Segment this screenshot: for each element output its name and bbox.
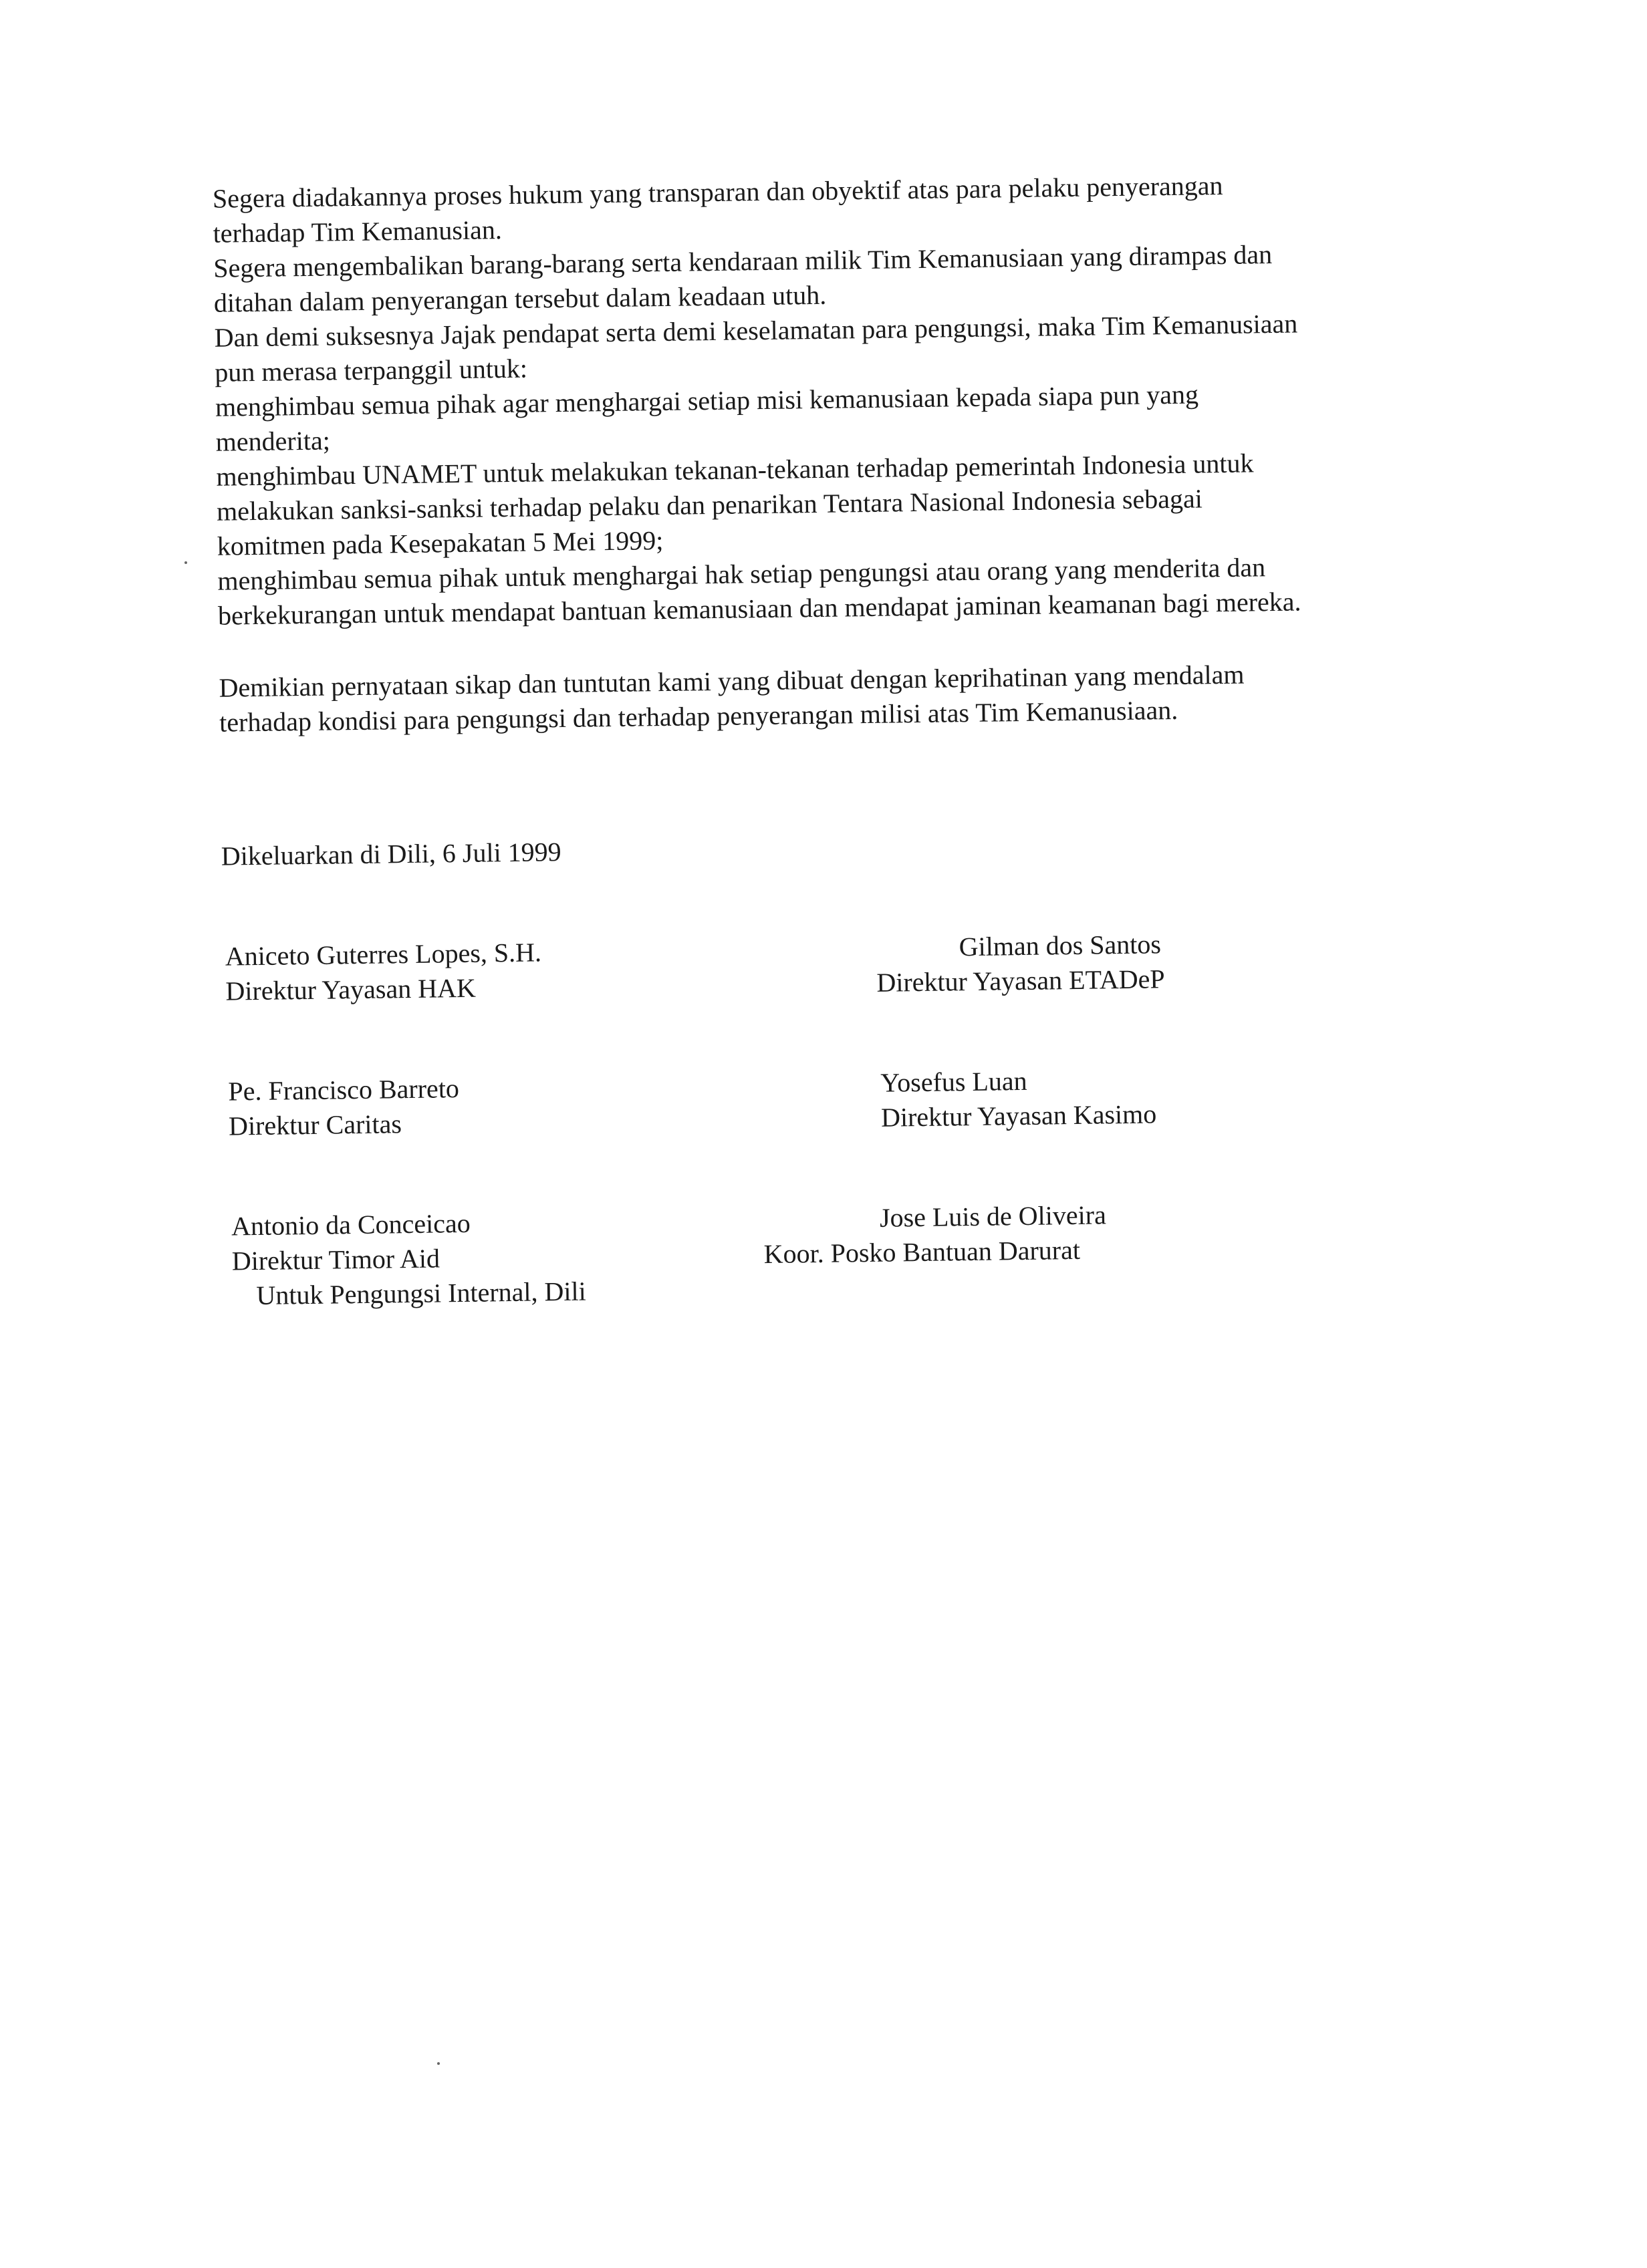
closing-line: terhadap kondisi para pengungsi dan terhadap penyerangan milisi atas Tim Kemanusiaan. [219, 694, 1178, 738]
signatory-name: Jose Luis de Oliveira [879, 1199, 1107, 1233]
signatory-name: Yosefus Luan [880, 1065, 1027, 1098]
body-line: komitmen pada Kesepakatan 5 Mei 1999; [217, 525, 664, 561]
signatory-name: Antonio da Conceicao [231, 1208, 471, 1242]
body-line: Segera diadakannya proses hukum yang transparan dan obyektif atas para pelaku penyerangan [212, 170, 1223, 214]
signatory-title: Koor. Posko Bantuan Darurat [763, 1234, 1081, 1270]
body-line: menghimbau semua pihak untuk menghargai hak setiap pengungsi atau orang yang menderita dan [217, 552, 1266, 596]
body-line: pun merasa terpanggil untuk: [215, 353, 528, 388]
signatory-name: Gilman dos Santos [959, 929, 1162, 962]
signatory-name: Pe. Francisco Barreto [228, 1073, 460, 1107]
body-line: Dan demi suksesnya Jajak pendapat serta demi keselamatan para pengungsi, maka Tim Kemanusiaan [214, 308, 1298, 353]
issued-date: Dikeluarkan di Dili, 6 Juli 1999 [221, 837, 561, 871]
signatory-title: Direktur Timor Aid [231, 1243, 440, 1276]
signatory-subtitle: Untuk Pengungsi Internal, Dili [256, 1276, 586, 1311]
scan-speck [437, 2062, 440, 2065]
signatory-name: Aniceto Guterres Lopes, S.H. [225, 937, 542, 972]
signatory-title: Direktur Yayasan Kasimo [880, 1099, 1157, 1133]
body-line: melakukan sanksi-sanksi terhadap pelaku dan penarikan Tentara Nasional Indonesia sebagai [216, 483, 1203, 527]
body-line: berkekurangan untuk mendapat bantuan kemanusiaan dan mendapat jaminan keamanan bagi mereka. [217, 586, 1301, 631]
signatory-title: Direktur Yayasan ETADeP [876, 964, 1165, 998]
body-line: Segera mengembalikan barang-barang serta kendaraan milik Tim Kemanusiaan yang dirampas dan [213, 239, 1273, 283]
scan-speck [184, 561, 187, 564]
body-line: menghimbau UNAMET untuk melakukan tekanan-tekanan terhadap pemerintah Indonesia untuk [216, 448, 1254, 492]
body-line: terhadap Tim Kemanusian. [213, 215, 503, 249]
signatory-title: Direktur Caritas [228, 1109, 402, 1141]
signatory-title: Direktur Yayasan HAK [225, 972, 477, 1006]
body-line: ditahan dalam penyerangan tersebut dalam keadaan utuh. [213, 279, 827, 318]
body-line: menghimbau semua pihak agar menghargai setiap misi kemanusiaan kepada siapa pun yang [215, 379, 1199, 422]
body-line: menderita; [215, 425, 331, 457]
closing-line: Demikian pernyataan sikap dan tuntutan kami yang dibuat dengan keprihatinan yang mendalam [219, 659, 1245, 703]
